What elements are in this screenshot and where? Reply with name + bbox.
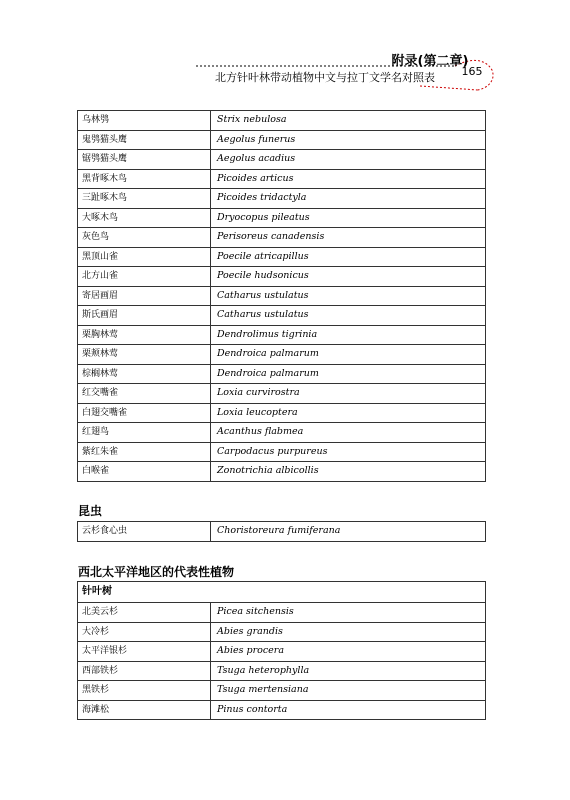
table-row [78, 306, 486, 326]
table-row [78, 286, 486, 306]
table-row [78, 522, 486, 542]
table-row [78, 247, 486, 267]
chinese-name-cell: 白翅交嘴雀 [78, 403, 211, 423]
table-row [78, 384, 486, 404]
chinese-name-cell: 北美云杉 [78, 603, 211, 623]
table-row [78, 267, 486, 287]
latin-name-cell: Picea sitchensis [211, 603, 486, 623]
insects-table [77, 521, 486, 542]
chinese-name-cell: 太平洋银杉 [78, 642, 211, 662]
insects-section-title: 昆虫 [78, 504, 103, 518]
chinese-name-cell: 斯氏画眉 [78, 306, 211, 326]
latin-name-cell: Zonotrichia albicollis [211, 462, 486, 482]
latin-name-cell: Abies procera [211, 642, 486, 662]
latin-name-cell: Carpodacus purpureus [211, 442, 486, 462]
table-row [78, 622, 486, 642]
latin-name-cell: Perisoreus canadensis [211, 228, 486, 248]
chinese-name-cell: 海滩松 [78, 700, 211, 720]
table-row [78, 442, 486, 462]
latin-name-cell: Strix nebulosa [211, 111, 486, 131]
latin-name-cell: Tsuga heterophylla [211, 661, 486, 681]
chinese-name-cell: 鬼鸮猫头鹰 [78, 130, 211, 150]
latin-name-cell: Catharus ustulatus [211, 306, 486, 326]
chinese-name-cell: 大冷杉 [78, 622, 211, 642]
latin-name-cell: Dendroica palmarum [211, 345, 486, 365]
chinese-name-cell: 黑铁杉 [78, 681, 211, 701]
chinese-name-cell: 三趾啄木鸟 [78, 189, 211, 209]
table-row [78, 603, 486, 623]
table-subheader-row [78, 582, 486, 603]
pnw-table [77, 581, 486, 720]
table-row [78, 228, 486, 248]
chinese-name-cell: 白喉雀 [78, 462, 211, 482]
chinese-name-cell: 锯鸮猫头鹰 [78, 150, 211, 170]
table-row [78, 169, 486, 189]
conifers-subheader: 针叶树 [78, 582, 486, 603]
chinese-name-cell: 云杉食心虫 [78, 522, 211, 542]
chinese-name-cell: 黑顶山雀 [78, 247, 211, 267]
latin-name-cell: Dryocopus pileatus [211, 208, 486, 228]
pnw-section-title: 西北太平洋地区的代表性植物 [78, 565, 235, 579]
table-row [78, 681, 486, 701]
latin-name-cell: Loxia leucoptera [211, 403, 486, 423]
latin-name-cell: Tsuga mertensiana [211, 681, 486, 701]
appendix-title: 附录(第二章) [391, 54, 469, 69]
table-row [78, 700, 486, 720]
chinese-name-cell: 乌林鸮 [78, 111, 211, 131]
latin-name-cell: Catharus ustulatus [211, 286, 486, 306]
chinese-name-cell: 灰色鸟 [78, 228, 211, 248]
table-row [78, 364, 486, 384]
latin-name-cell: Abies grandis [211, 622, 486, 642]
latin-name-cell: Dendroica palmarum [211, 364, 486, 384]
latin-name-cell: Loxia curvirostra [211, 384, 486, 404]
chinese-name-cell: 北方山雀 [78, 267, 211, 287]
table-row [78, 462, 486, 482]
appendix-subtitle: 北方针叶林带动植物中文与拉丁文学名对照表 [215, 71, 435, 84]
table-row [78, 111, 486, 131]
latin-name-cell: Poecile atricapillus [211, 247, 486, 267]
latin-name-cell: Aegolus funerus [211, 130, 486, 150]
chinese-name-cell: 黑背啄木鸟 [78, 169, 211, 189]
chinese-name-cell: 红交嘴雀 [78, 384, 211, 404]
table-row [78, 325, 486, 345]
page-number: 165 [461, 65, 483, 78]
chinese-name-cell: 红翅鸟 [78, 423, 211, 443]
chinese-name-cell: 紫红朱雀 [78, 442, 211, 462]
chinese-name-cell: 大啄木鸟 [78, 208, 211, 228]
latin-name-cell: Aegolus acadius [211, 150, 486, 170]
chinese-name-cell: 寄居画眉 [78, 286, 211, 306]
latin-name-cell: Dendrolimus tigrinia [211, 325, 486, 345]
table-row [78, 150, 486, 170]
chinese-name-cell: 西部铁杉 [78, 661, 211, 681]
chinese-name-cell: 棕榈林莺 [78, 364, 211, 384]
chinese-name-cell: 栗胸林莺 [78, 325, 211, 345]
table-row [78, 189, 486, 209]
latin-name-cell: Acanthus flabmea [211, 423, 486, 443]
table-row [78, 642, 486, 662]
table-row [78, 208, 486, 228]
table-row [78, 130, 486, 150]
table-row [78, 661, 486, 681]
latin-name-cell: Pinus contorta [211, 700, 486, 720]
latin-name-cell: Picoides articus [211, 169, 486, 189]
table-row [78, 345, 486, 365]
table-row [78, 403, 486, 423]
latin-name-cell: Picoides tridactyla [211, 189, 486, 209]
chinese-name-cell: 栗颊林莺 [78, 345, 211, 365]
birds-table [77, 110, 486, 482]
table-row [78, 423, 486, 443]
latin-name-cell: Poecile hudsonicus [211, 267, 486, 287]
latin-name-cell: Choristoreura fumiferana [211, 522, 486, 542]
